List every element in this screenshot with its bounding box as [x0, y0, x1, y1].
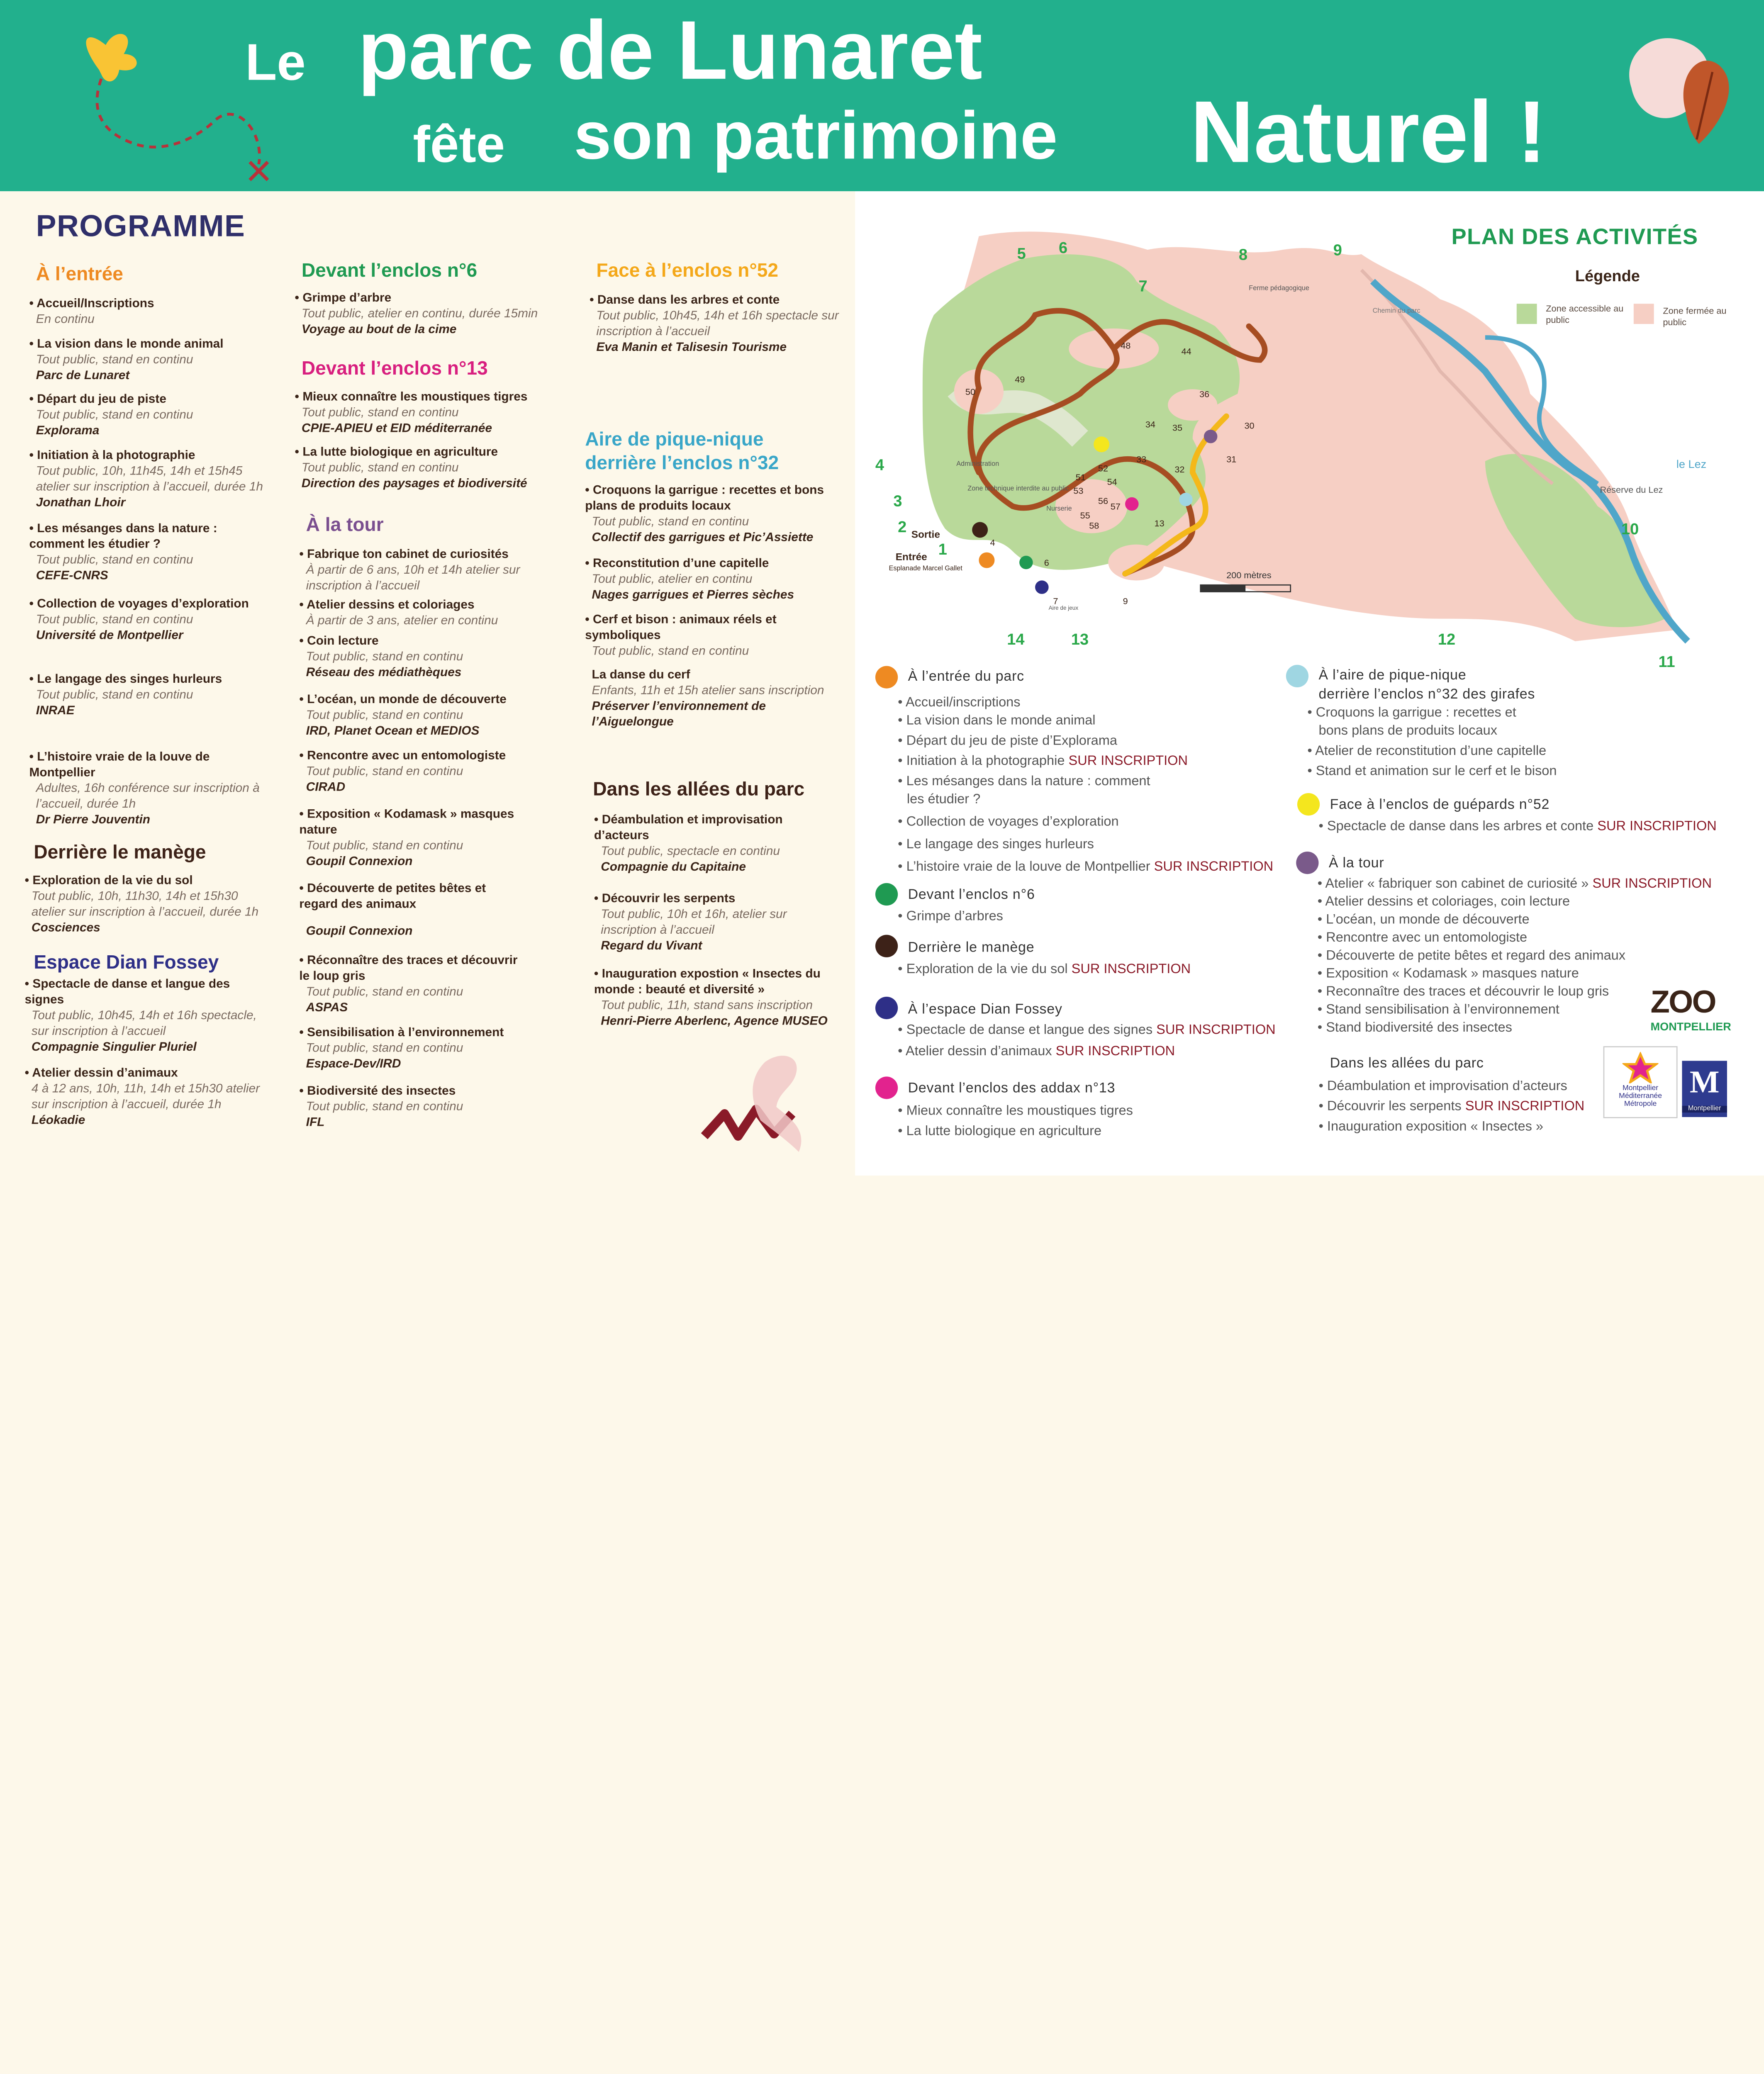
- exit-13: 13: [1071, 630, 1089, 648]
- activity-list-pique-nique: • Croquons la garrigue : recettes et bons plans de produits locaux • Atelier de reconstitution d’une capitelle • Stand et animation sur le cerf et le bison: [1307, 703, 1557, 779]
- label-reserve: Réserve du Lez: [1600, 484, 1663, 495]
- activity-head-pique-nique-2: derrière l’enclos n°32 des girafes: [1318, 686, 1535, 702]
- section-enclos-6: Devant l’enclos n°6: [301, 260, 478, 281]
- zoo-logo-city: MONTPELLIER: [1650, 1021, 1731, 1034]
- enclos-31: 31: [1226, 454, 1237, 465]
- prog-item: • Départ du jeu de piste Tout public, stand en continu Explorama: [29, 392, 271, 439]
- exit-8: 8: [1238, 245, 1248, 263]
- enclos-55: 55: [1080, 511, 1090, 521]
- activity-head-enclos6: Devant l’enclos n°6: [908, 886, 1035, 903]
- activity-list-enclos6: • Grimpe d’arbres: [898, 907, 1003, 925]
- label-sortie: Sortie: [911, 528, 940, 540]
- legend-closed-label: Zone fermée au public: [1663, 306, 1727, 328]
- prog-item: • Reconstitution d’une capitelle Tout public, atelier en continu Nages garrigues et Pierres sèches: [585, 556, 849, 603]
- map-dot-manege: [972, 522, 988, 538]
- prog-item: • Biodiversité des insectes Tout public, stand en continu IFL: [299, 1083, 558, 1131]
- prog-item: • Les mésanges dans la nature : comment les étudier ? Tout public, stand en continu CEFE-CNRS: [29, 521, 254, 584]
- section-enclos-52: Face à l’enclos n°52: [596, 260, 779, 281]
- label-entree: Entrée: [895, 551, 927, 562]
- prog-item: La danse du cerf Enfants, 11h et 15h atelier sans inscription Préserver l’environnement de l’Aiguelongue: [592, 668, 824, 729]
- enclos-6: 6: [1044, 558, 1049, 568]
- prog-item: • L’histoire vraie de la louve de Montpellier Adultes, 16h conférence sur inscription à l’accueil, durée 1h Dr Pierre Jouventin: [29, 749, 271, 828]
- exit-1: 1: [938, 540, 947, 558]
- enclos-54: 54: [1107, 477, 1117, 487]
- enclos-51: 51: [1075, 472, 1086, 483]
- enclos-36: 36: [1199, 389, 1210, 399]
- ville-logo: [1682, 1061, 1727, 1117]
- activity-list-fossey: • Spectacle de danse et langue des signes SUR INSCRIPTION • Atelier dessin d’animaux SUR INSCRIPTION: [898, 1020, 1276, 1060]
- activity-head-manege: Derrière le manège: [908, 939, 1035, 955]
- legend-title: Légende: [1575, 266, 1640, 285]
- prog-item: • Croquons la garrigue : recettes et bons plans de produits locaux Tout public, stand en continu Collectif des garrigues et Pic’Assiette: [585, 482, 849, 545]
- map-dot-tour: [1204, 430, 1218, 443]
- enclos-9: 9: [1123, 596, 1128, 606]
- activity-list-addax: • Mieux connaître les moustiques tigres • La lutte biologique en agriculture: [898, 1101, 1133, 1139]
- title-line1: parc de Lunaret: [358, 3, 982, 97]
- enclos-56: 56: [1098, 496, 1109, 506]
- enclos-50: 50: [965, 387, 976, 397]
- exit-7: 7: [1138, 277, 1148, 295]
- activity-list-manege: • Exploration de la vie du sol SUR INSCRIPTION: [898, 959, 1191, 977]
- scale-label: 200 mètres: [1226, 570, 1272, 580]
- section-dian-fossey: Espace Dian Fossey: [34, 952, 219, 973]
- activity-list-entree: • Accueil/inscriptions • La vision dans le monde animal • Départ du jeu de piste d’Explorama • Initiation à la photographie SUR INSCRIPTION • Les mésanges dans la nature : comment les étudier ? • Collection de voyages d’exploration • Le langage des singes hurleurs • L’histoire vraie de la louve de Montpellier SUR INSCRIPTION: [898, 693, 1273, 875]
- ville-letter: M: [1689, 1065, 1720, 1100]
- metro-l1: Montpellier: [1622, 1084, 1659, 1093]
- enclos-34: 34: [1145, 419, 1155, 430]
- map-dot-pique-nique: [1179, 493, 1193, 506]
- zoo-logo: ZOO: [1650, 984, 1715, 1020]
- prog-item: • L’océan, un monde de découverte Tout public, stand en continu IRD, Planet Ocean et MEDIOS: [299, 692, 558, 739]
- prog-item: • Cerf et bison : animaux réels et symboliques Tout public, stand en continu: [585, 612, 827, 659]
- enclos-33: 33: [1136, 454, 1147, 465]
- title-banner: [0, 0, 1764, 191]
- activity-head-fossey: À l’espace Dian Fossey: [908, 1001, 1062, 1017]
- activity-dot-addax: [875, 1076, 898, 1099]
- enclos-49: 49: [1015, 375, 1025, 385]
- exit-14: 14: [1007, 630, 1025, 648]
- prog-item: • Le langage des singes hurleurs Tout public, stand en continu INRAE: [29, 672, 232, 719]
- prog-item: • Spectacle de danse et langue des signes Tout public, 10h45, 14h et 16h spectacle, sur inscription à l’accueil Compagnie Singulier Pluriel: [25, 976, 273, 1055]
- map-dot-addax: [1125, 497, 1139, 511]
- activity-dot-pique-nique: [1286, 665, 1308, 687]
- exit-5: 5: [1017, 244, 1026, 262]
- exit-3: 3: [893, 492, 902, 510]
- activity-head-pique-nique: À l’aire de pique-nique: [1318, 667, 1467, 683]
- prog-item: • Atelier dessins et coloriages À partir de 3 ans, atelier en continu: [299, 597, 558, 629]
- enclos-57: 57: [1110, 501, 1121, 512]
- prog-item: • Découvrir les serpents Tout public, 10h et 16h, atelier sur inscription à l’accueil Regard du Vivant: [594, 891, 819, 954]
- metropole-logo: [1603, 1046, 1678, 1118]
- leaves-icon: [1609, 20, 1744, 144]
- title-word-fete: fête: [413, 114, 505, 173]
- exit-2: 2: [898, 517, 907, 536]
- exit-4: 4: [875, 455, 884, 474]
- map-panel: [855, 191, 1764, 1176]
- enclos-30: 30: [1244, 421, 1255, 431]
- prog-item: • Initiation à la photographie Tout public, 10h, 11h45, 14h et 15h45 atelier sur inscription à l’accueil, durée 1h Jonathan Lhoir: [29, 448, 271, 511]
- prog-item: • Inauguration expostion « Insectes du monde : beauté et diversité » Tout public, 11h, stand sans inscription Henri-Pierre Aberlenc, Agence MUSEO: [594, 966, 836, 1030]
- exit-9: 9: [1333, 241, 1342, 259]
- activity-dot-tour: [1296, 852, 1318, 874]
- activity-dot-enclos6: [875, 883, 898, 906]
- map-dot-fossey: [1035, 580, 1049, 594]
- prog-item: • Exploration de la vie du sol Tout public, 10h, 11h30, 14h et 15h30 atelier sur inscription à l’accueil, durée 1h Cosciences: [25, 873, 273, 936]
- prog-item: • Grimpe d’arbre Tout public, atelier en continu, durée 15min Voyage au bout de la cime: [295, 290, 565, 338]
- label-nursery: Nurserie: [1046, 505, 1072, 513]
- prog-item: • La vision dans le monde animal Tout public, stand en continu Parc de Lunaret: [29, 336, 271, 384]
- prog-item: • La lutte biologique en agriculture Tout public, stand en continu Direction des paysages et biodiversité: [295, 444, 565, 492]
- section-enclos-13: Devant l’enclos n°13: [301, 358, 488, 379]
- enclos-35: 35: [1172, 423, 1183, 433]
- enclos-58: 58: [1089, 521, 1099, 531]
- label-lez: le Lez: [1676, 458, 1707, 471]
- activity-head-entree: À l’entrée du parc: [908, 668, 1024, 684]
- programme-heading: PROGRAMME: [36, 209, 246, 243]
- enclos-4: 4: [990, 538, 995, 548]
- enclos-53: 53: [1073, 486, 1084, 496]
- label-chemin: Chemin du parc: [1372, 307, 1420, 314]
- title-line2: son patrimoine: [574, 97, 1058, 173]
- label-aire: Aire de jeux: [1048, 604, 1079, 611]
- exit-10: 10: [1621, 519, 1639, 538]
- label-ferme: Ferme pédagogique: [1249, 284, 1309, 292]
- park-map: [855, 191, 1764, 686]
- enclos-7: 7: [1053, 596, 1058, 606]
- prog-item: • Mieux connaître les moustiques tigres Tout public, stand en continu CPIE-APIEU et EID méditerranée: [295, 389, 565, 436]
- metro-l2: Méditerranée: [1619, 1092, 1662, 1100]
- dancer-illustration: [682, 1046, 828, 1170]
- label-admin: Administration: [956, 460, 999, 467]
- prog-item: • Découverte de petites bêtes et regard des animaux Goupil Connexion: [299, 881, 524, 939]
- section-pique-nique: Aire de pique-nique derrière l’enclos n°32: [585, 428, 779, 474]
- prog-item: • Fabrique ton cabinet de curiosités À partir de 6 ans, 10h et 14h atelier sur inscription à l’accueil: [299, 547, 558, 594]
- section-manege: Derrière le manège: [34, 841, 206, 863]
- exit-11: 11: [1658, 652, 1675, 671]
- activity-list-guepards: • Spectacle de danse dans les arbres et conte SUR INSCRIPTION: [1318, 817, 1716, 835]
- label-tech: Zone technique interdite au public: [967, 484, 1069, 492]
- prog-item: • Accueil/Inscriptions En continu: [29, 296, 271, 327]
- label-esplanade: Esplanade Marcel Gallet: [889, 566, 962, 573]
- enclos-32: 32: [1174, 465, 1185, 475]
- prog-item: • Danse dans les arbres et conte Tout public, 10h45, 14h et 16h spectacle sur inscription à l’accueil Eva Manin et Talisesin Tourisme: [590, 292, 843, 355]
- section-tour: À la tour: [306, 514, 384, 536]
- prog-item: • Réconnaître des traces et découvrir le loup gris Tout public, stand en continu ASPAS: [299, 953, 524, 1016]
- section-allees: Dans les allées du parc: [593, 778, 805, 800]
- prog-item: • Collection de voyages d’exploration Tout public, stand en continu Université de Montpellier: [29, 596, 254, 643]
- activity-head-guepards: Face à l’enclos de guépards n°52: [1330, 796, 1550, 813]
- metro-l3: Métropole: [1624, 1100, 1657, 1108]
- prog-item: • Exposition « Kodamask » masques nature Tout public, stand en continu Goupil Connexion: [299, 807, 524, 870]
- legend-open-label: Zone accessible au public: [1546, 304, 1624, 325]
- activity-head-addax: Devant l’enclos des addax n°13: [908, 1080, 1116, 1096]
- activity-dot-fossey: [875, 997, 898, 1019]
- map-dot-guepards: [1094, 436, 1109, 452]
- map-dot-enclos6: [1019, 556, 1033, 570]
- enclos-48: 48: [1121, 341, 1131, 351]
- enclos-13: 13: [1154, 518, 1165, 529]
- activity-dot-manege: [875, 935, 898, 957]
- programme-panel: [0, 191, 855, 1176]
- prog-item: • Déambulation et improvisation d’acteurs Tout public, spectacle en continu Compagnie du Capitaine: [594, 812, 836, 875]
- prog-item: • Sensibilisation à l’environnement Tout public, stand en continu Espace-Dev/IRD: [299, 1025, 558, 1072]
- activity-head-tour: À la tour: [1328, 855, 1384, 871]
- section-entree: À l’entrée: [36, 263, 123, 285]
- prog-item: • Rencontre avec un entomologiste Tout public, stand en continu CIRAD: [299, 748, 558, 795]
- exit-12: 12: [1438, 630, 1456, 648]
- map-dot-entree: [979, 553, 994, 568]
- title-word-le: Le: [245, 32, 306, 91]
- ville-name: Montpellier: [1682, 1106, 1727, 1112]
- activity-dot-guepards: [1297, 793, 1320, 815]
- title-naturel: Naturel !: [1190, 82, 1547, 181]
- enclos-52: 52: [1098, 463, 1109, 474]
- metropole-star-icon: [1623, 1052, 1659, 1083]
- prog-item: • Coin lecture Tout public, stand en continu Réseau des médiathèques: [299, 633, 558, 681]
- prog-item: • Atelier dessin d’animaux 4 à 12 ans, 10h, 11h, 14h et 15h30 atelier sur inscription à l’accueil, durée 1h Léokadie: [25, 1065, 273, 1128]
- activity-head-allees: Dans les allées du parc: [1330, 1055, 1484, 1071]
- activity-list-allees: • Déambulation et improvisation d’acteurs • Découvrir les serpents SUR INSCRIPTION • Inauguration exposition « Insectes »: [1318, 1076, 1584, 1135]
- exit-6: 6: [1058, 238, 1068, 257]
- enclos-44: 44: [1181, 346, 1191, 357]
- activity-list-tour: • Atelier « fabriquer son cabinet de curiosité » SUR INSCRIPTION • Atelier dessins et coloriages, coin lecture • L’océan, un monde de découverte • Rencontre avec un entomologiste • Découverte de petite bêtes et regard des animaux • Exposition « Kodamask » masques nature • Reconnaître des traces et découvrir le loup gris • Stand sensibilisation à l’environnement • Stand biodiversité des insectes: [1318, 874, 1712, 1036]
- map-title: PLAN DES ACTIVITÉS: [1451, 225, 1698, 250]
- activity-dot-entree: [875, 666, 898, 689]
